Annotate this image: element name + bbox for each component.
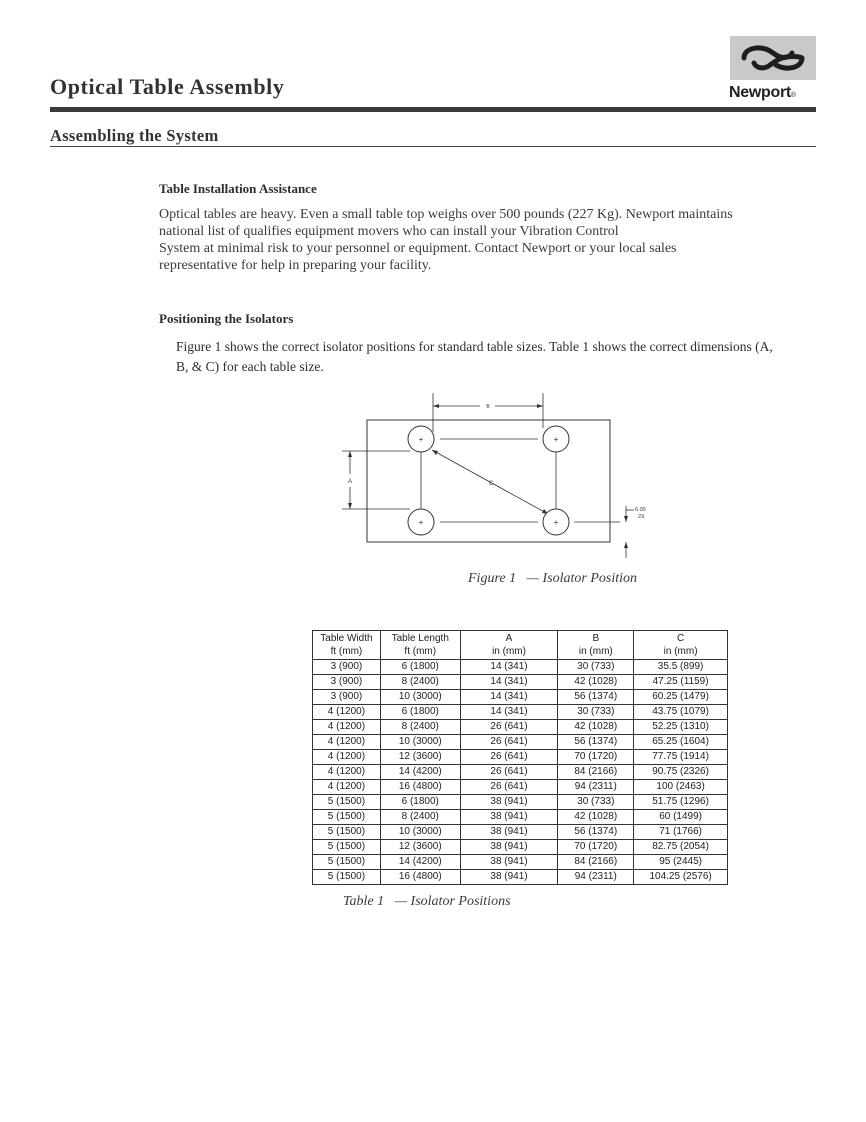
table-cell: 100 (2463) xyxy=(634,780,728,795)
table-cell: 14 (341) xyxy=(460,690,558,705)
svg-text:+: + xyxy=(553,518,559,527)
table-cell: 10 (3000) xyxy=(380,735,460,750)
table-cell: 42 (1028) xyxy=(558,675,634,690)
table-cell: 16 (4800) xyxy=(380,870,460,885)
svg-text:+: + xyxy=(553,435,559,444)
table-row xyxy=(313,660,728,675)
table-caption: Table 1 — Isolator Positions xyxy=(343,894,511,909)
table-cell: 14 (341) xyxy=(460,705,558,720)
table-cell: 38 (941) xyxy=(460,870,558,885)
table-row xyxy=(313,735,728,750)
svg-text:+: + xyxy=(418,435,424,444)
table-cell: 26 (641) xyxy=(460,750,558,765)
table-cell: 3 (900) xyxy=(313,690,381,705)
header-a: A in (mm) xyxy=(460,631,558,660)
table-cell: 12 (3600) xyxy=(380,750,460,765)
table-cell: 82.75 (2054) xyxy=(634,840,728,855)
table-row xyxy=(313,855,728,870)
table-row xyxy=(313,825,728,840)
header-table-width: Table Width ft (mm) xyxy=(313,631,381,660)
table-cell: 5 (1500) xyxy=(313,870,381,885)
table-cell: 14 (341) xyxy=(460,660,558,675)
table-cell: 3 (900) xyxy=(313,660,381,675)
table-cell: 14 (4200) xyxy=(380,855,460,870)
table-cell: 104.25 (2576) xyxy=(634,870,728,885)
table-cell: 5 (1500) xyxy=(313,840,381,855)
table-cell: 4 (1200) xyxy=(313,750,381,765)
header-b: B in (mm) xyxy=(558,631,634,660)
table-cell: 42 (1028) xyxy=(558,810,634,825)
table-cell: 38 (941) xyxy=(460,855,558,870)
table-cell: 42 (1028) xyxy=(558,720,634,735)
dimension-label-a: A xyxy=(347,479,353,485)
table-cell: 8 (2400) xyxy=(380,810,460,825)
table-cell: 70 (1720) xyxy=(558,840,634,855)
table-cell: 70 (1720) xyxy=(558,750,634,765)
table-cell: 65.25 (1604) xyxy=(634,735,728,750)
isolator-bottom-left xyxy=(408,509,434,535)
table-row xyxy=(313,675,728,690)
table-cell: 8 (2400) xyxy=(380,675,460,690)
table-cell: 77.75 (1914) xyxy=(634,750,728,765)
offset-count-label: 2X xyxy=(638,514,645,520)
table-cell: 4 (1200) xyxy=(313,765,381,780)
positioning-heading: Positioning the Isolators xyxy=(159,311,294,326)
table-cell: 84 (2166) xyxy=(558,855,634,870)
table-row xyxy=(313,795,728,810)
table-cell: 43.75 (1079) xyxy=(634,705,728,720)
page-title: Optical Table Assembly xyxy=(50,74,285,99)
offset-value-label: 6.00 xyxy=(635,507,646,513)
table-cell: 14 (4200) xyxy=(380,765,460,780)
table-cell: 26 (641) xyxy=(460,720,558,735)
table-cell: 95 (2445) xyxy=(634,855,728,870)
section-title: Assembling the System xyxy=(50,126,219,145)
table-row xyxy=(313,705,728,720)
isolator-top-right xyxy=(543,426,569,452)
table-cell: 14 (341) xyxy=(460,675,558,690)
table-cell: 10 (3000) xyxy=(380,825,460,840)
table-cell: 30 (733) xyxy=(558,705,634,720)
isolator-bottom-right xyxy=(543,509,569,535)
table-cell: 5 (1500) xyxy=(313,810,381,825)
table-cell: 6 (1800) xyxy=(380,660,460,675)
table-cell: 5 (1500) xyxy=(313,825,381,840)
table-cell: 56 (1374) xyxy=(558,690,634,705)
table-row xyxy=(313,840,728,855)
table-cell: 30 (733) xyxy=(558,660,634,675)
table-row xyxy=(313,720,728,735)
table-cell: 60.25 (1479) xyxy=(634,690,728,705)
table-row xyxy=(313,690,728,705)
table-cell: 4 (1200) xyxy=(313,735,381,750)
table-cell: 4 (1200) xyxy=(313,705,381,720)
table-cell: 38 (941) xyxy=(460,825,558,840)
table-cell: 51.75 (1296) xyxy=(634,795,728,810)
installation-paragraph: Optical tables are heavy. Even a small table top weighs over 500 pounds (227 Kg). Newport maintains national list of qualifies equipment movers who can install your Vibration Control System at minimal risk to your personnel or equipment. Contact Newport or your local sales representative for help in preparing your facility. xyxy=(159,207,733,273)
table-cell: 26 (641) xyxy=(460,780,558,795)
table-cell: 26 (641) xyxy=(460,735,558,750)
installation-heading: Table Installation Assistance xyxy=(159,181,317,196)
table-cell: 94 (2311) xyxy=(558,780,634,795)
logo-wordmark: Newport® xyxy=(729,84,796,101)
table-cell: 38 (941) xyxy=(460,840,558,855)
figure-caption: Figure 1 — Isolator Position xyxy=(468,571,638,586)
table-cell: 3 (900) xyxy=(313,675,381,690)
table-row xyxy=(313,870,728,885)
section-divider xyxy=(50,146,816,147)
dimension-label-b: B xyxy=(486,404,490,410)
table-cell: 56 (1374) xyxy=(558,825,634,840)
table-cell: 4 (1200) xyxy=(313,720,381,735)
table-cell: 5 (1500) xyxy=(313,795,381,810)
table-cell: 56 (1374) xyxy=(558,735,634,750)
svg-text:+: + xyxy=(418,518,424,527)
table-cell: 84 (2166) xyxy=(558,765,634,780)
table-cell: 5 (1500) xyxy=(313,855,381,870)
header-c: C in (mm) xyxy=(634,631,728,660)
table-cell: 47.25 (1159) xyxy=(634,675,728,690)
table-cell: 10 (3000) xyxy=(380,690,460,705)
table-cell: 94 (2311) xyxy=(558,870,634,885)
newport-logo-icon xyxy=(730,36,816,80)
table-cell: 38 (941) xyxy=(460,810,558,825)
isolator-top-left xyxy=(408,426,434,452)
table-header-row xyxy=(313,631,728,660)
isolator-position-diagram xyxy=(330,388,670,568)
header-table-length: Table Length ft (mm) xyxy=(380,631,460,660)
table-row xyxy=(313,750,728,765)
header-divider xyxy=(50,107,816,112)
table-cell: 71 (1766) xyxy=(634,825,728,840)
dimension-label-c: C xyxy=(488,481,494,487)
table-cell: 8 (2400) xyxy=(380,720,460,735)
table-cell: 4 (1200) xyxy=(313,780,381,795)
table-cell: 6 (1800) xyxy=(380,795,460,810)
table-cell: 12 (3600) xyxy=(380,840,460,855)
table-cell: 30 (733) xyxy=(558,795,634,810)
table-cell: 6 (1800) xyxy=(380,705,460,720)
positioning-paragraph: Figure 1 shows the correct isolator positions for standard table sizes. Table 1 shows the correct dimensions (A, B, & C) for each table size. xyxy=(176,339,773,374)
table-cell: 90.75 (2326) xyxy=(634,765,728,780)
table-cell: 35.5 (899) xyxy=(634,660,728,675)
table-cell: 38 (941) xyxy=(460,795,558,810)
isolator-positions-table xyxy=(312,630,728,885)
table-cell: 16 (4800) xyxy=(380,780,460,795)
table-row xyxy=(313,810,728,825)
table-cell: 60 (1499) xyxy=(634,810,728,825)
table-row xyxy=(313,765,728,780)
table-row xyxy=(313,780,728,795)
table-cell: 52.25 (1310) xyxy=(634,720,728,735)
table-cell: 26 (641) xyxy=(460,765,558,780)
